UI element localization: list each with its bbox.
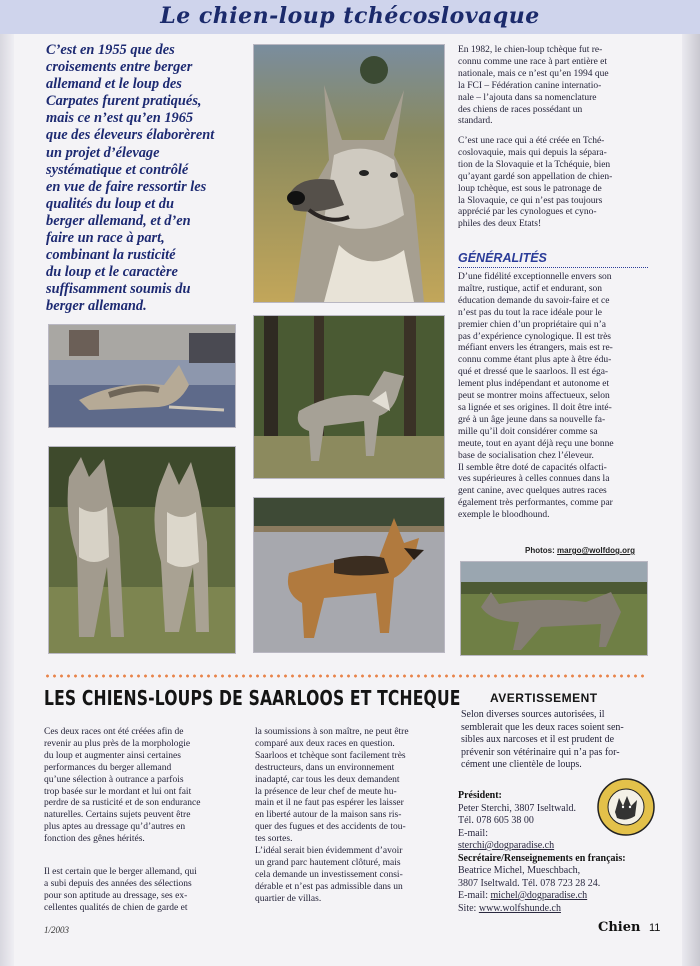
intro-line: un projet d’élevage	[46, 144, 160, 161]
contacts	[458, 790, 648, 915]
text-line: éducation demande du savoir-faire et ce	[458, 295, 610, 306]
intro-line: qualités du loup et du	[46, 195, 174, 212]
text-line: mille qu’il doit considérer comme sa	[458, 426, 598, 437]
warning-heading: AVERTISSEMENT	[490, 691, 598, 705]
text-line: lement plus indépendant et autonome et	[458, 379, 610, 390]
photo-credit	[525, 546, 635, 555]
secretary-name: Beatrice Michel, Mueschbach,	[458, 865, 581, 876]
text-line: un grand parc hautement clôturé, mais	[255, 857, 401, 868]
text-line: exemple le bloodhound.	[458, 510, 550, 521]
text-line: cellentes qualités de chien de garde et	[44, 902, 188, 913]
intro-line: berger allemand.	[46, 298, 147, 315]
text-line: inadapté, car tous les deux demandent	[255, 774, 400, 785]
text-line: gré à un âge jeune dans sa nouvelle fa-	[458, 414, 606, 425]
text-line: sibles aux narcoses et il est prudent de	[461, 734, 615, 746]
text-line: la présence de leur chef de meute hu-	[255, 786, 397, 797]
text-line: destructeurs, dans un environnement	[255, 762, 395, 773]
page-number: 11	[649, 922, 661, 934]
issue-number: 1/2003	[44, 925, 70, 935]
warning-text	[461, 709, 648, 772]
text-line: des chiens de races possédant un	[458, 104, 583, 115]
intro-line: croisements entre berger	[46, 59, 193, 76]
photo-wolfdog-forest	[253, 315, 445, 479]
text-line: main et il ne faut pas espérer les laisser	[255, 798, 404, 809]
president-label: Président:	[458, 790, 502, 801]
site-url[interactable]: www.wolfshunde.ch	[478, 902, 561, 914]
secretary-label: Secrétaire/Renseignements en français:	[458, 852, 626, 864]
intro-line: C’est en 1955 que des	[46, 42, 175, 58]
text-line: également très performantes, comme par	[458, 498, 613, 509]
text-line: pas d’expérience cynologique. Il est très	[458, 331, 611, 342]
text-line: gent canine, avec quelques autres races	[458, 486, 607, 497]
text-line: coslovaquie, mais qui depuis la sépara-	[458, 147, 607, 158]
text-line: perdre de sa rusticité et de son endurance	[44, 798, 201, 809]
page-gutter-left	[0, 34, 14, 966]
intro-line: combinant la rusticité	[46, 247, 176, 264]
generalites-text	[458, 272, 648, 522]
text-line: L’idéal serait bien évidemment d’avoir	[255, 846, 403, 857]
site-label: Site:	[458, 902, 477, 914]
text-line: cément une clientèle de loups.	[461, 759, 582, 771]
text-line: en liberté autour de la maison sans ris-	[255, 810, 402, 821]
text-line: plus aptes au dressage qu’d’autres en	[44, 822, 186, 833]
text-line: qu’une sélection à outrance a parfois	[44, 774, 184, 785]
text-line: Il semble être doté de capacités olfacti-	[458, 462, 607, 473]
text-line: nationale, mais ce n’est qu’en 1994 que	[458, 68, 609, 79]
photo-wolfdog-standing-road	[253, 497, 445, 653]
text-line: la soumissions à son maître, ne peut être	[255, 727, 409, 737]
page-gutter-right	[682, 34, 700, 966]
text-line: Ces deux races ont été créées afin de	[44, 727, 184, 737]
text-line: n’est pas du tout la race idéale pour le	[458, 307, 603, 318]
photo-credit-label: Photos:	[525, 546, 555, 555]
text-line: qué et dressé que le saarloos. Il est éga-	[458, 367, 609, 378]
intro-line: berger allemand, et d’en	[46, 212, 191, 229]
president-tel: Tél. 078 605 38 00	[458, 815, 534, 826]
text-line: apprécié par les cynologues et cyno-	[458, 207, 597, 218]
text-line: tion de la Slovaquie et la Tchéquie, bien	[458, 159, 611, 170]
text-line: standard.	[458, 116, 493, 127]
text-line: tes sortes.	[255, 834, 293, 845]
text-line: naturelles. Certains sujets peuvent être	[44, 810, 191, 821]
text-line: la Slovaquie, ce qui n’est pas toujours	[458, 195, 603, 206]
text-line: dérable et n’est pas admissible dans un	[255, 881, 403, 892]
text-line: méfiant envers les étrangers, mais est re-	[458, 343, 613, 354]
text-line: trop basée sur le mordant et lui ont fait	[44, 786, 192, 797]
intro-line: mais ce n’est qu’en 1965	[46, 110, 194, 127]
president-email-label: E-mail:	[458, 827, 488, 839]
text-line: maître, rustique, actif et endurant, son	[458, 283, 603, 294]
right-col-para1	[458, 45, 648, 128]
text-line: quartier de villas.	[255, 893, 322, 904]
photo-credit-email[interactable]: margo@wolfdog.org	[557, 546, 636, 555]
saarloos-col1-para1	[44, 727, 236, 846]
text-line: comparé aux deux races en question.	[255, 738, 395, 749]
intro-line: systématique et contrôlé	[46, 161, 189, 178]
text-line: peut se montrer moins affectueux, selon	[458, 391, 610, 402]
right-col-para2	[458, 136, 648, 231]
text-line: D’une fidélité exceptionnelle envers son	[458, 272, 612, 282]
page-title: Le chien-loup tchécoslovaque	[160, 3, 540, 29]
intro-line: faire un race à part,	[46, 230, 165, 247]
photo-wolfdog-lying	[48, 324, 236, 428]
footer-magazine-page	[598, 920, 660, 935]
president-name: Peter Sterchi, 3807 Iseltwald.	[458, 802, 577, 814]
text-line: sa lignée et ses origines. Il doit être inté-	[458, 402, 612, 413]
text-line: fonction des gênes hérités.	[44, 834, 145, 845]
text-line: revenir au plus près de la morphologie	[44, 738, 191, 749]
text-line: nale – l’ajouta dans sa nomenclature	[458, 92, 597, 103]
text-line: quer des fugues et des accidents de tou-	[255, 822, 406, 833]
text-line: performances du berger allemand	[44, 762, 172, 773]
text-line: du loup et augmenter ainsi certaines	[44, 750, 181, 761]
text-line: connu comme une race à part entière et	[458, 56, 608, 67]
orange-dot-divider	[44, 674, 648, 678]
saarloos-col2	[255, 727, 444, 906]
text-line: pour son aptitude au dressage, ses ex-	[44, 890, 188, 901]
intro-line: en vue de faire ressortir les	[46, 178, 207, 195]
text-line: Il est certain que le berger allemand, qui	[44, 867, 197, 877]
text-line: qu’ayant gardé son appellation de chien-	[458, 171, 613, 182]
intro-line: suffisamment soumis du	[46, 281, 191, 298]
generalites-heading: GÉNÉRALITÉS	[458, 251, 547, 265]
text-line: En 1982, le chien-loup tchèque fut re-	[458, 45, 603, 55]
intro-text	[46, 42, 241, 316]
text-line: ves supérieures à celles connues dans la	[458, 474, 610, 485]
text-line: meute, tout en ayant déjà reçu une bonne	[458, 438, 614, 449]
photo-wolfdog-portrait	[253, 44, 445, 303]
text-line: C’est une race qui a été créée en Tché-	[458, 136, 605, 146]
intro-line: allemand et le loup des	[46, 76, 182, 93]
intro-line: Carpates furent pratiqués,	[46, 93, 202, 110]
text-line: prévenir son vétérinaire qui n’a pas for-	[461, 746, 620, 758]
text-line: la FCI – Fédération canine internatio-	[458, 80, 602, 91]
text-line: premier chien d’un propriétaire qui n’a	[458, 319, 606, 330]
intro-line: que des éleveurs élaborèrent	[46, 127, 215, 144]
saarloos-col1-para2	[44, 867, 236, 915]
photo-wolfdogs-pair	[48, 446, 236, 654]
intro-line: du loup et le caractère	[46, 264, 178, 281]
text-line: Saarloos et tchèque sont facilement très	[255, 750, 406, 761]
secretary-email[interactable]: michel@dogparadise.ch	[490, 890, 588, 901]
text-line: a subi depuis des années des sélections	[44, 878, 192, 889]
photo-wolfdog-trotting	[460, 561, 648, 656]
secretary-address: 3807 Iseltwald. Tél. 078 723 28 24.	[458, 877, 601, 889]
text-line: cela demande un investissement consi-	[255, 869, 403, 880]
president-email[interactable]: sterchi@dogparadise.ch	[458, 840, 555, 851]
saarloos-heading: LES CHIENS-LOUPS DE SAARLOOS ET TCHEQUE	[44, 686, 461, 710]
magazine-name: Chien	[598, 920, 641, 935]
generalites-underline	[458, 267, 648, 268]
text-line: Selon diverses sources autorisées, il	[461, 709, 605, 720]
text-line: philes des deux Etats!	[458, 219, 542, 230]
secretary-email-label: E-mail:	[458, 890, 488, 901]
text-line: base de socialisation chez l’éleveur.	[458, 450, 594, 461]
text-line: connu comme étant plus apte à être édu-	[458, 355, 612, 366]
text-line: loup tchèque, est sous le patronage de	[458, 183, 602, 194]
text-line: semblerait que les deux races soient sen-	[461, 721, 624, 733]
